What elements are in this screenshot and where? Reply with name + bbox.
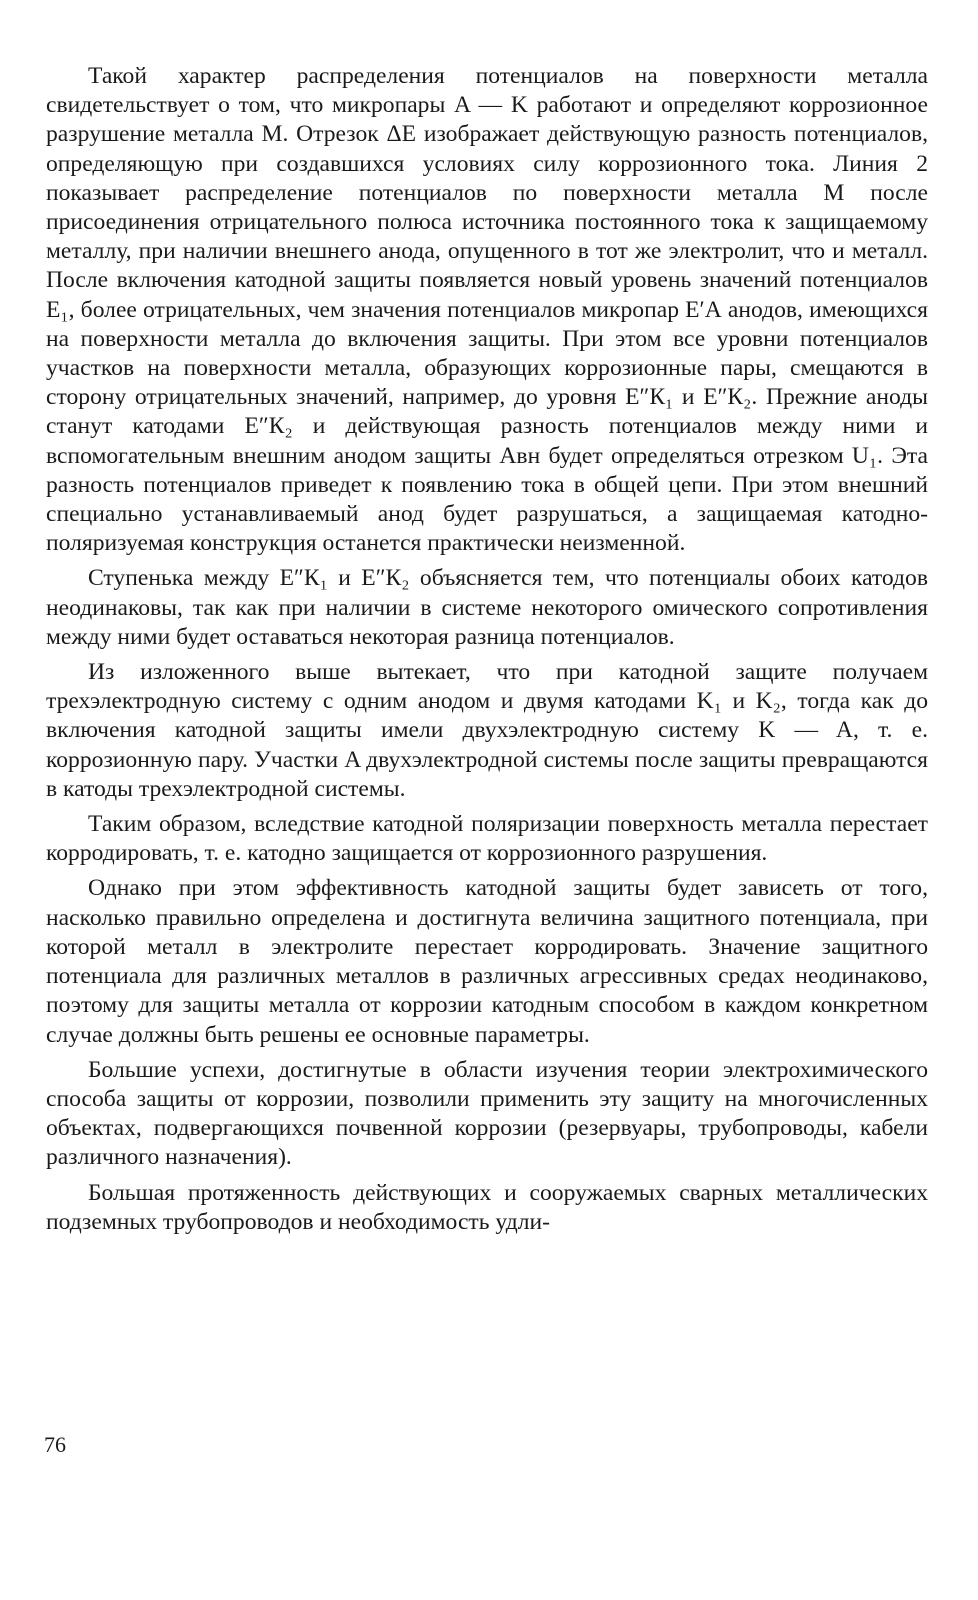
paragraph-4: Таким образом, вследствие катодной поляризации поверхность металла перестает корродировать, т. е. катодно защищается от коррозионного разрушения. [46, 811, 928, 867]
paragraph-1: Такой характер распределения потенциалов на поверхности металла свидетельствует о том, что микропары A — K работают и определяют коррозионное разрушение металла M. Отрезок ΔE изображает действующую разность потенциалов, определяющую при создавшихся условиях силу коррозионного тока. Линия 2 показывает распределение потенциалов по поверхности металла M после присоединения отрицательного полюса источника постоянного тока к защищаемому металлу, при наличии внешнего анода, опущенного в тот же электролит, что и металл. После включения катодной защиты появляется новый уровень значений потенциалов E₁, более отрицательных, чем значения потенциалов микропар E′А анодов, имеющихся на поверхности металла до включения защиты. При этом все уровни потенциалов участков на поверхности металла, образующих коррозионные пары, смещаются в сторону отрицательных значений, например, до уровня E″К₁ и E″К₂. Прежние аноды станут катодами E″К₂ и действующая разность потенциалов между ними и вспомогательным внешним анодом защиты Aвн будет определяться отрезком U₁. Эта разность потенциалов приведет к появлению тока в общей цепи. При этом внешний специально устанавливаемый анод будет разрушаться, а защищаемая катодно-поляризуемая конструкция останется практически неизменной. [46, 63, 928, 557]
paragraph-7: Большая протяженность действующих и сооружаемых сварных металлических подземных трубопроводов и необходимость удли- [46, 1179, 928, 1235]
paragraph-2: Ступенька между E″К₁ и E″К₂ объясняется тем, что потенциалы обоих катодов неодинаковы, так как при наличии в системе некоторого омического сопротивления между ними будет оставаться некоторая разница потенциалов. [46, 565, 928, 650]
page-body [46, 62, 928, 1237]
page-number: 76 [44, 1432, 66, 1457]
paragraph-6: Большие успехи, достигнутые в области изучения теории электрохимического способа защиты от коррозии, позволили применить эту защиту на многочисленных объектах, подвергающихся почвенной коррозии (резервуары, трубопроводы, кабели различного назначения). [46, 1056, 928, 1171]
paragraph-5: Однако при этом эффективность катодной защиты будет зависеть от того, насколько правильно определена и достигнута величина защитного потенциала, при которой металл в электролите перестает корродировать. Значение защитного потенциала для различных металлов в различных агрессивных средах неодинаково, поэтому для защиты металла от коррозии катодным способом в каждом конкретном случае должны быть решены ее основные параметры. [46, 875, 928, 1048]
paragraph-3: Из изложенного выше вытекает, что при катодной защите получаем трехэлектродную систему с одним анодом и двумя катодами K₁ и K₂, тогда как до включения катодной защиты имели двухэлектродную систему K — A, т. е. коррозионную пару. Участки A двухэлектродной системы после защиты превращаются в катоды трехэлектродной системы. [46, 659, 928, 802]
